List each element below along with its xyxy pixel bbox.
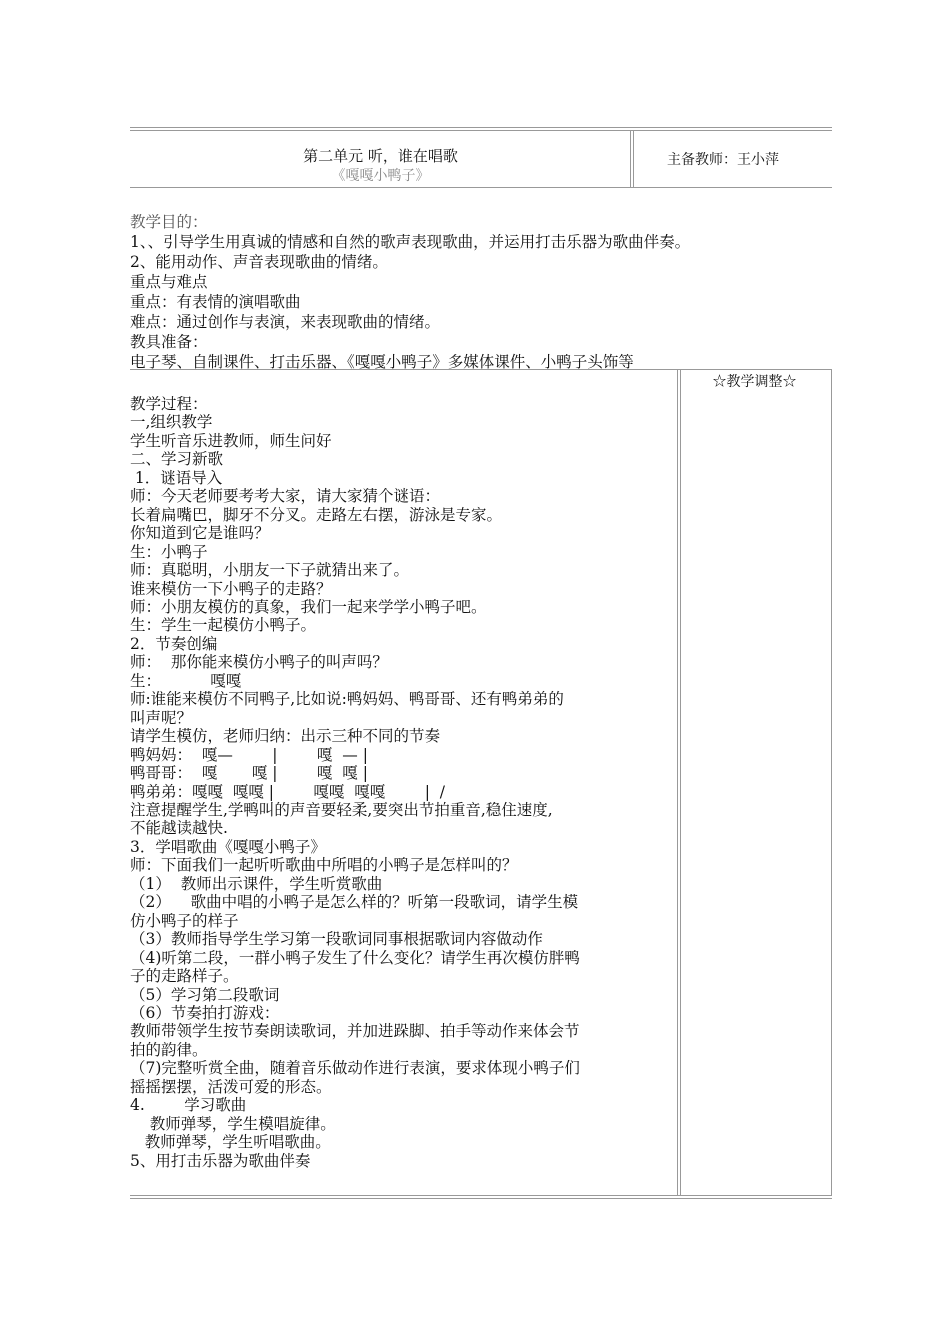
process-right-border	[831, 369, 832, 1195]
process-line: 生：学生一起模仿小鸭子。	[130, 616, 317, 635]
process-divider-inner	[680, 369, 681, 1195]
process-line: 你知道到它是谁吗？	[130, 524, 270, 543]
header-bottom-rule	[130, 187, 832, 188]
process-line: 4. 学习歌曲	[130, 1096, 247, 1115]
process-line: 一,组织教学	[130, 413, 213, 432]
process-line: 师：真聪明，小朋友一下子就猜出来了。	[130, 561, 410, 580]
process-line: 请学生模仿，老师归纳：出示三种不同的节奏	[130, 727, 441, 746]
adjust-column-title: ☆教学调整☆	[712, 374, 797, 390]
process-line: 不能越读越快.	[130, 819, 228, 838]
process-line: 教师带领学生按节奏朗读歌词，并加进跺脚、拍手等动作来体会节	[130, 1022, 580, 1041]
keypoint: 重点：有表情的演唱歌曲	[130, 293, 301, 311]
objective-1: 1、、引导学生用真诚的情感和自然的歌声表现歌曲，并运用打击乐器为歌曲伴奏。	[130, 233, 691, 251]
process-bottom-rule	[130, 1195, 832, 1196]
difficulty: 难点：通过创作与表演，来表现歌曲的情绪。	[130, 313, 441, 331]
process-line: 二、学习新歌	[130, 450, 224, 469]
process-bottom-rule-inner	[130, 1198, 832, 1199]
process-line: 注意提醒学生,学鸭叫的声音要轻柔,要突出节拍重音,稳住速度,	[130, 800, 553, 819]
process-line: 子的走路样子。	[130, 967, 239, 986]
process-line: 师：今天老师要考考大家，请大家猜个谜语：	[130, 487, 441, 506]
process-line: 叫声呢？	[130, 708, 193, 727]
process-line: 拍的韵律。	[130, 1040, 208, 1059]
materials-heading: 教具准备：	[130, 333, 208, 351]
header-divider-inner	[633, 130, 634, 187]
process-line: 师:谁能来模仿不同鸭子,比如说:鸭妈妈、鸭哥哥、还有鸭弟弟的	[130, 690, 564, 709]
process-line: （6）节奏拍打游戏：	[130, 1003, 280, 1022]
process-line: 鸭弟弟：嘎嘎 嘎嘎 | 嘎嘎 嘎嘎 | /	[130, 782, 445, 801]
process-line: 师：小朋友模仿的真象，我们一起来学学小鸭子吧。	[130, 597, 487, 616]
process-line: 1．谜语导入	[130, 468, 223, 487]
process-line: 长着扁嘴巴，脚牙不分叉。走路左右摆，游泳是专家。	[130, 505, 503, 524]
process-line: 5、用打击乐器为歌曲伴奏	[130, 1151, 311, 1170]
song-title: 《嘎嘎小鸭子》	[331, 168, 430, 184]
process-line: 生： 嘎嘎	[130, 671, 242, 690]
header-top-rule	[130, 127, 832, 128]
objectives-heading: 教学目的：	[130, 213, 208, 231]
header-top-rule-inner	[130, 130, 832, 131]
process-line: 师： 那你能来模仿小鸭子的叫声吗？	[130, 653, 388, 672]
objective-2: 2、能用动作、声音表现歌曲的情绪。	[130, 253, 388, 271]
process-line: 教师弹琴，学生听唱歌曲。	[130, 1133, 331, 1152]
process-line: 师：下面我们一起听听歌曲中所唱的小鸭子是怎样叫的？	[130, 856, 518, 875]
process-line: （2） 歌曲中唱的小鸭子是怎么样的？听第一段歌词，请学生模	[130, 893, 579, 912]
process-line: 2．节奏创编	[130, 634, 218, 653]
process-line: 鸭哥哥： 嘎 嘎 | 嘎 嘎 |	[130, 764, 368, 783]
process-line: 学生听音乐进教师，师生问好	[130, 431, 332, 450]
process-line: （5）学习第二段歌词	[130, 985, 280, 1004]
process-line: 仿小鸭子的样子	[130, 911, 239, 930]
process-line: （3）教师指导学生学习第一段歌词同事根据歌词内容做动作	[130, 930, 543, 949]
process-line: 教学过程：	[130, 395, 208, 413]
process-top-rule	[130, 369, 832, 370]
process-line: 谁来模仿一下小鸭子的走路？	[130, 579, 332, 598]
process-line: 生：小鸭子	[130, 542, 208, 561]
process-line: 教师弹琴，学生模唱旋律。	[130, 1114, 336, 1133]
process-line: （7)完整听赏全曲，随着音乐做动作进行表演，要求体现小鸭子们	[130, 1059, 580, 1078]
materials: 电子琴、自制课件、打击乐器、《嘎嘎小鸭子》多媒体课件、小鸭子头饰等	[130, 353, 634, 371]
process-line: （1） 教师出示课件，学生听赏歌曲	[130, 874, 383, 893]
unit-title: 第二单元 听，谁在唱歌	[303, 147, 458, 165]
process-line: 鸭妈妈： 嘎— | 嘎 — |	[130, 745, 368, 764]
teaching-process	[130, 395, 678, 1170]
process-line: 摇摇摆摆，活泼可爱的形态。	[130, 1077, 332, 1096]
intro-section	[130, 212, 830, 372]
process-line: 3．学唱歌曲《嘎嘎小鸭子》	[130, 837, 326, 856]
process-line: （4)听第二段，一群小鸭子发生了什么变化？请学生再次模仿胖鸭	[130, 948, 580, 967]
teacher-name: 主备教师：王小萍	[667, 152, 779, 168]
keypoints-heading: 重点与难点	[130, 273, 208, 291]
